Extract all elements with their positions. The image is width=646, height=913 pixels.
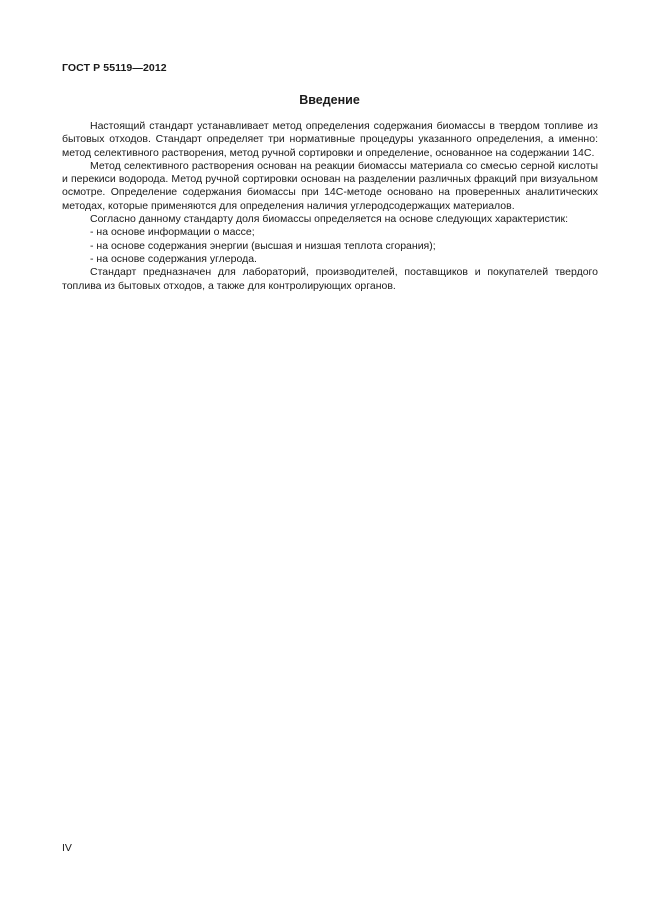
paragraph-characteristics: Согласно данному стандарту доля биомассы определяется на основе следующих характеристик: (90, 213, 569, 226)
page-number: IV (62, 842, 72, 854)
standard-code: ГОСТ Р 55119—2012 (62, 62, 167, 74)
paragraph-selective-dissolution: Метод селективного растворения основан на реакции биомассы материала со смесью серной кислоты и перекиси водорода. Метод ручной сортировки основан на разделении различных фракций при визуальном осмотре. Определение содержания биомассы при 14С-методе основано на проверенных аналитических методах, которые применяются для определения наличия углеродсодержащих материалов. (62, 159, 598, 212)
list-item-mass: - на основе информации о массе; (90, 226, 255, 239)
section-title: Введение (299, 93, 360, 107)
list-item-energy: - на основе содержания энергии (высшая и низшая теплота сгорания); (90, 239, 436, 252)
body-text (62, 120, 598, 293)
paragraph-purpose: Стандарт предназначен для лабораторий, производителей, поставщиков и покупателей твердого топлива из бытовых отходов, а также для контролирующих органов. (62, 266, 598, 292)
paragraph-intro: Настоящий стандарт устанавливает метод определения содержания биомассы в твердом топливе из бытовых отходов. Стандарт определяет три нормативные процедуры указанного определения, а именно: метод селективного растворения, метод ручной сортировки и определение, основанное на содержании 14С. (62, 120, 598, 159)
list-item-carbon: - на основе содержания углерода. (90, 252, 257, 265)
